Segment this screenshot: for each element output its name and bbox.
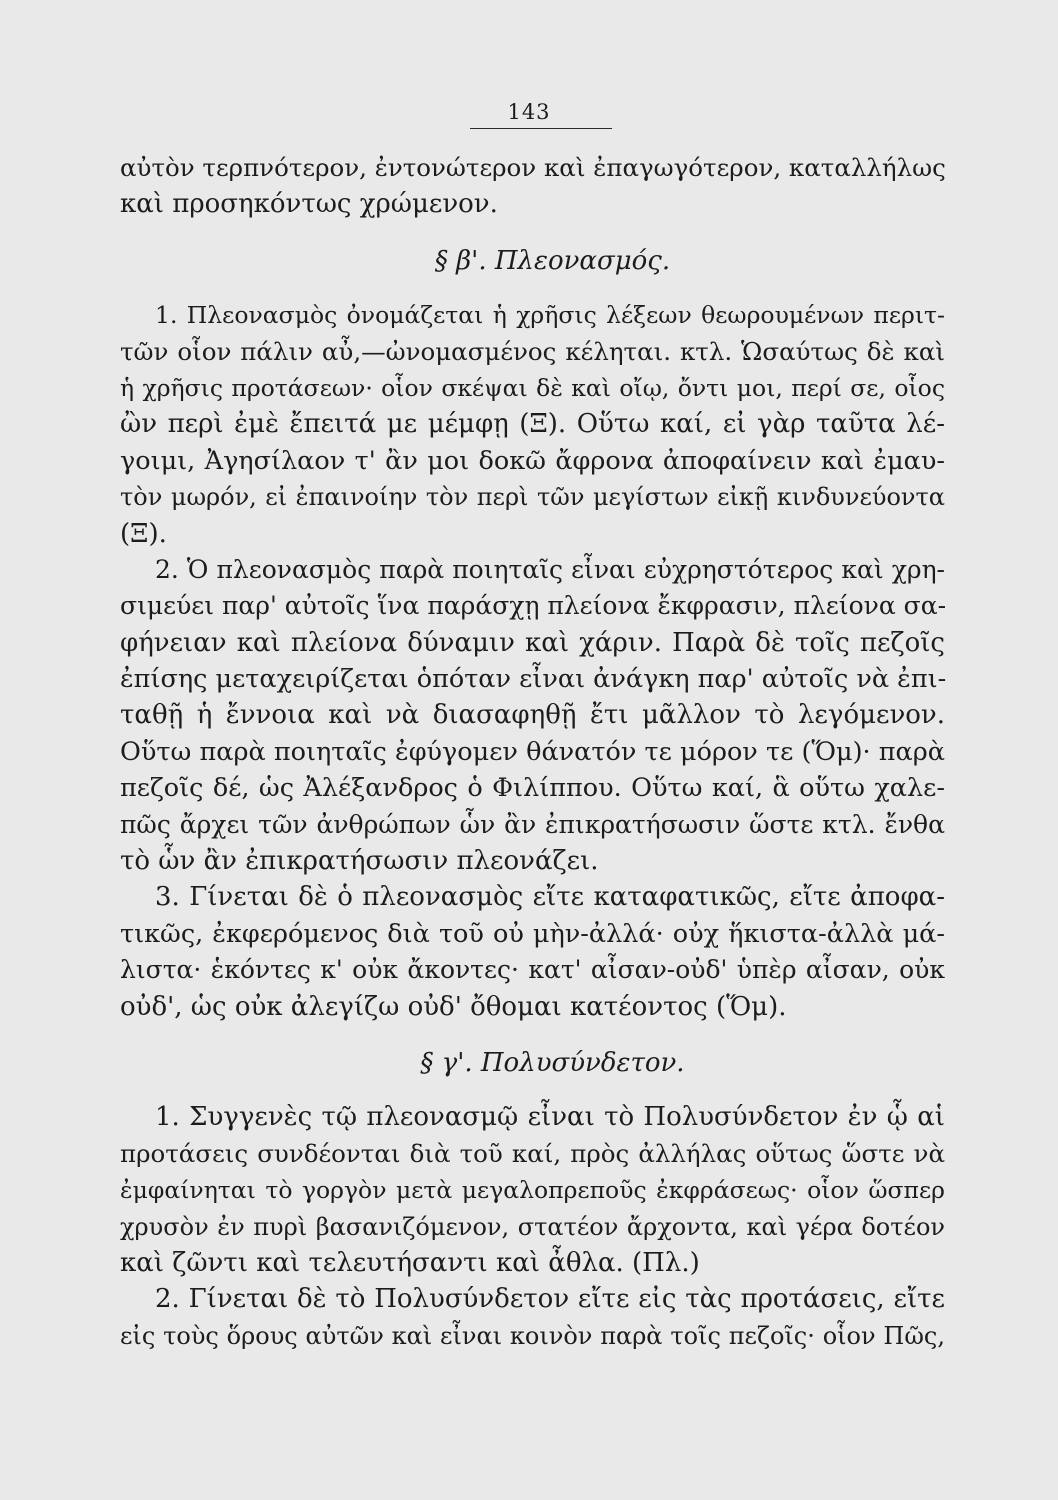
paragraph-pleonasmos-3 (120, 879, 945, 1025)
text-line: σιμεύει παρ' αὐτοῖς ἵνα παράσχῃ πλείονα ἔκφρασιν, πλείονα σα- (120, 591, 947, 621)
text-line: 1. Συγγενὲς τῷ πλεονασμῷ εἶναι τὸ Πολυσύνδετον ἐν ᾧ αἱ (155, 1102, 945, 1133)
text-line: (Ξ). (120, 518, 167, 549)
text-line: εἰς τοὺς ὅρους αὐτῶν καὶ εἶναι κοινὸν παρὰ τοῖς πεζοῖς· οἷον Πῶς, (120, 1321, 945, 1350)
text-line: τὸ ὧν ἂν ἐπικρατήσωσιν πλεονάζει. (120, 846, 599, 877)
paragraph-polysyndeton-1 (120, 1099, 945, 1281)
text-line: πῶς ἄρχει τῶν ἀνθρώπων ὧν ἂν ἐπικρατήσωσιν ὥστε κτλ. ἔνθα (120, 809, 945, 839)
text-line: καὶ ζῶντι καὶ τελευτήσαντι καὶ ἆθλα. (Πλ.) (120, 1247, 700, 1278)
text-line: ἐμφαίνηται τὸ γοργὸν μετὰ μεγαλοπρεποῦς ἐκφράσεως· οἷον ὥσπερ (120, 1176, 945, 1205)
text-line: 1. Πλεονασμὸς ὀνομάζεται ἡ χρῆσις λέξεων θεωρουμένων περιτ- (155, 301, 945, 330)
section-heading-pleonasmos: § β'. Πλεονασμός. (434, 245, 671, 276)
text-line: γοιμι, Ἀγησίλαον τ' ἂν μοι δοκῶ ἄφρονα ἀποφαίνειν καὶ ἐμαυ- (120, 445, 945, 476)
text-line: 3. Γίνεται δὲ ὁ πλεονασμὸς εἴτε καταφατικῶς, εἴτε ἀποφα- (155, 882, 945, 913)
paragraph-pleonasmos-1 (120, 297, 945, 552)
text-line: Οὕτω παρὰ ποιηταῖς ἐφύγομεν θάνατόν τε μόρον τε (Ὅμ)· παρὰ (120, 736, 945, 767)
text-line: τῶν οἷον πάλιν αὖ,—ὠνομασμένος κέληται. κτλ. Ὡσαύτως δὲ καὶ (120, 336, 945, 366)
text-line: αὐτὸν τερπνότερον, ἐντονώτερον καὶ ἐπαγωγότερον, καταλλήλως (120, 153, 946, 182)
paragraph-polysyndeton-2 (120, 1281, 945, 1354)
text-line: λιστα· ἑκόντες κ' οὐκ ἄκοντες· κατ' αἶσαν-οὐδ' ὑπὲρ αἶσαν, οὐκ (120, 955, 945, 985)
text-line: 2. Γίνεται δὲ τὸ Πολυσύνδετον εἴτε εἰς τὰς προτάσεις, εἴτε (155, 1284, 945, 1315)
text-line: ἐπίσης μεταχειρίζεται ὁπόταν εἶναι ἀνάγκη παρ' αὐτοῖς νὰ ἐπι- (120, 664, 947, 695)
header-rule (470, 128, 612, 129)
section-heading-polysyndeton: § γ'. Πολυσύνδετον. (420, 1047, 685, 1078)
text-line: ἡ χρῆσις προτάσεων· οἷον σκέψαι δὲ καὶ οἴῳ, ὄντι μοι, περί σε, οἷος (120, 373, 945, 402)
text-line: χρυσὸν ἐν πυρὶ βασανιζόμενον, στατέον ἄρχοντα, καὶ γέρα δοτέον (120, 1212, 945, 1241)
text-line: ὢν περὶ ἐμὲ ἔπειτά με μέμφῃ (Ξ). Οὕτω καί, εἰ γὰρ ταῦτα λέ- (120, 409, 945, 440)
text-line: οὐδ', ὡς οὐκ ἀλεγίζω οὐδ' ὄθομαι κατέοντος (Ὅμ). (120, 991, 787, 1022)
page-body (120, 150, 945, 1354)
paragraph-continuation (120, 150, 945, 223)
text-line: τικῶς, ἐκφερόμενος διὰ τοῦ οὐ μὴν-ἀλλά· οὐχ ἥκιστα-ἀλλὰ μά- (120, 918, 945, 949)
text-line: 2. Ὁ πλεονασμὸς παρὰ ποιηταῖς εἶναι εὐχρηστότερος καὶ χρη- (155, 554, 945, 584)
text-line: πεζοῖς δέ, ὡς Ἀλέξανδρος ὁ Φιλίππου. Οὕτω καί, ἃ οὕτω χαλε- (120, 773, 945, 804)
text-line: προτάσεις συνδέονται διὰ τοῦ καί, πρὸς ἀλλήλας οὕτως ὥστε νὰ (120, 1138, 945, 1168)
text-line: τὸν μωρόν, εἰ ἐπαινοίην τὸν περὶ τῶν μεγίστων εἰκῇ κινδυνεύοντα (120, 483, 945, 512)
text-line: ταθῇ ἡ ἔννοια καὶ νὰ διασαφηθῇ ἔτι μᾶλλον τὸ λεγόμενον. (120, 700, 945, 731)
text-line: φήνειαν καὶ πλείονα δύναμιν καὶ χάριν. Παρὰ δὲ τοῖς πεζοῖς (120, 627, 945, 658)
text-line: καὶ προσηκόντως χρώμενον. (120, 189, 498, 220)
page-number: 143 (507, 100, 551, 124)
paragraph-pleonasmos-2 (120, 552, 945, 880)
